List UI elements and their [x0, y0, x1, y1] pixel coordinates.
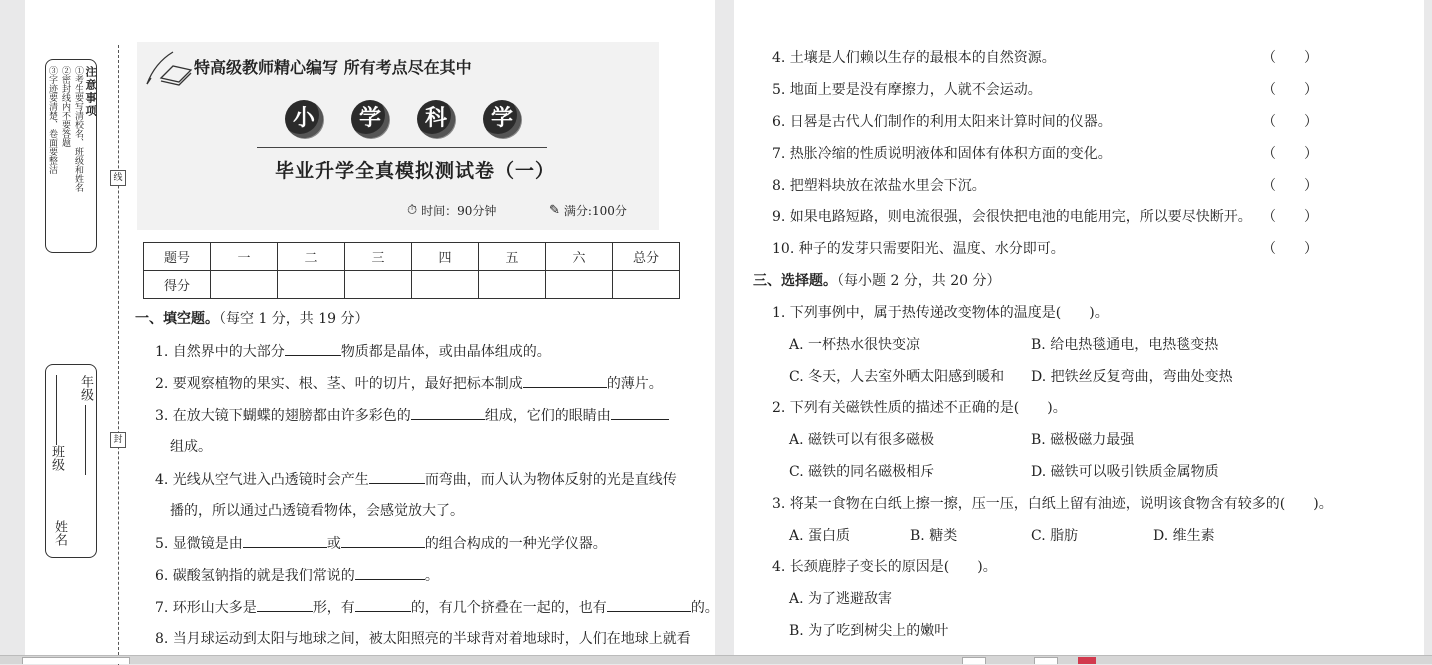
score-table	[143, 242, 680, 299]
exam-time	[407, 202, 496, 219]
question-3-cont: 组成。	[170, 439, 212, 455]
book-pen-icon	[143, 48, 193, 88]
option[interactable]: B. 为了吃到树尖上的嫩叶	[789, 623, 949, 639]
mc-question-1: 1. 下列事例中，属于热传递改变物体的温度是( )。	[772, 305, 1109, 321]
question-text: 而弯曲，而人认为物体反射的光是直线传	[424, 472, 677, 488]
option[interactable]: B. 糖类	[910, 528, 958, 544]
question-text: 6. 碳酸氢钠指的就是我们常说的	[155, 568, 355, 584]
clock-icon: ⏱	[407, 203, 418, 218]
question-text: 4. 光线从空气进入凸透镜时会产生	[155, 472, 369, 488]
answer-blank[interactable]	[369, 469, 425, 484]
section-3-heading	[753, 271, 1001, 291]
notice-title: 注意事项	[84, 66, 97, 118]
score-cell[interactable]	[211, 271, 278, 299]
answer-blank[interactable]	[355, 565, 425, 580]
answer-paren[interactable]: （ ）	[1262, 82, 1318, 98]
table-cell: 四	[412, 243, 479, 271]
exam-score	[549, 202, 627, 219]
question-5	[155, 533, 607, 554]
answer-blank[interactable]	[355, 597, 411, 612]
option[interactable]: D. 磁铁可以吸引铁质金属物质	[1031, 464, 1219, 480]
option[interactable]: D. 把铁丝反复弯曲，弯曲处变热	[1031, 369, 1233, 385]
table-cell: 总分	[613, 243, 680, 271]
tf-question-5: 5. 地面上要是没有摩擦力，人就不会运动。	[772, 82, 1042, 98]
tf-question-10: 10. 种子的发芽只需要阳光、温度、水分即可。	[772, 241, 1065, 257]
answer-blank[interactable]	[285, 341, 341, 356]
section-1-title: 一、填空题。	[135, 311, 219, 327]
score-cell[interactable]	[479, 271, 546, 299]
question-text: 的，有几个挤叠在一起的，也有	[410, 600, 607, 616]
section-1-note: （每空 1 分，共 19 分）	[219, 311, 369, 327]
option[interactable]: A. 磁铁可以有很多磁极	[789, 432, 935, 448]
view-mode-button[interactable]	[962, 657, 986, 664]
answer-blank[interactable]	[611, 405, 669, 420]
exam-title: 毕业升学全真模拟测试卷（一）	[275, 160, 556, 182]
answer-paren[interactable]: （ ）	[1262, 146, 1318, 162]
question-text: 或	[326, 536, 341, 552]
table-cell: 六	[546, 243, 613, 271]
question-7	[155, 597, 719, 618]
question-text: 的组合构成的一种光学仪器。	[424, 536, 607, 552]
answer-paren[interactable]: （ ）	[1262, 178, 1318, 194]
field-grade-label: 年级	[78, 375, 93, 401]
cut-mark-line: 线	[110, 170, 126, 186]
section-3-title: 三、选择题。	[753, 273, 837, 289]
score-cell[interactable]	[278, 271, 345, 299]
tf-question-6: 6. 日晷是古代人们制作的利用太阳来计算时间的仪器。	[772, 114, 1112, 130]
answer-blank[interactable]	[411, 405, 485, 420]
table-cell: 一	[211, 243, 278, 271]
field-name-label: 姓名	[52, 520, 67, 546]
option[interactable]: C. 脂肪	[1031, 528, 1079, 544]
field-class-label: 班级	[49, 445, 64, 471]
question-6	[155, 565, 439, 586]
two-page-view-button[interactable]	[1034, 657, 1058, 664]
exam-page-right	[734, 0, 1424, 663]
answer-blank[interactable]	[243, 533, 327, 548]
subject-char: 小	[285, 100, 323, 138]
question-text: 5. 显微镜是由	[155, 536, 243, 552]
question-text: 组成，它们的眼睛由	[484, 408, 611, 424]
option[interactable]: D. 维生素	[1153, 528, 1215, 544]
seal-line	[118, 45, 119, 665]
option[interactable]: A. 为了逃避敌害	[789, 591, 893, 607]
subject-char: 学	[483, 100, 521, 138]
mc-question-4: 4. 长颈鹿脖子变长的原因是( )。	[772, 559, 997, 575]
question-4-cont: 播的，所以通过凸透镜看物体，会感觉放大了。	[170, 503, 464, 519]
question-8: 8. 当月球运动到太阳与地球之间，被太阳照亮的半球背对着地球时，人们在地球上就看	[155, 631, 691, 647]
question-text: 1. 自然界中的大部分	[155, 344, 285, 360]
subject-char: 学	[351, 100, 389, 138]
tf-question-9: 9. 如果电路短路，则电流很强，会很快把电池的电能用完，所以要尽快断开。	[772, 209, 1252, 225]
question-4	[155, 469, 677, 490]
mc-question-2: 2. 下列有关磁铁性质的描述不正确的是( )。	[772, 400, 1067, 416]
section-3-note: （每小题 2 分，共 20 分）	[837, 273, 1001, 289]
header-slogan: 特高级教师精心编写 所有考点尽在其中	[194, 58, 472, 77]
option[interactable]: A. 一杯热水很快变凉	[789, 337, 921, 353]
table-cell: 题号	[144, 243, 211, 271]
grade-blank	[85, 405, 86, 475]
answer-paren[interactable]: （ ）	[1262, 50, 1318, 66]
answer-paren[interactable]: （ ）	[1262, 241, 1318, 257]
notice-box	[45, 59, 97, 253]
answer-blank[interactable]	[257, 597, 313, 612]
section-1-heading	[135, 309, 369, 329]
question-text: 形，有	[312, 600, 355, 616]
answer-paren[interactable]: （ ）	[1262, 209, 1318, 225]
question-text: 7. 环形山大多是	[155, 600, 257, 616]
question-1	[155, 341, 551, 362]
title-divider	[257, 147, 547, 148]
tf-question-7: 7. 热胀冷缩的性质说明液体和固体有体积方面的变化。	[772, 146, 1112, 162]
question-text: 2. 要观察植物的果实、根、茎、叶的切片，最好把标本制成	[155, 376, 523, 392]
subject-title	[285, 100, 521, 138]
page-number-input[interactable]	[22, 657, 130, 664]
tf-question-8: 8. 把塑料块放在浓盐水里会下沉。	[772, 178, 986, 194]
viewer-toolbar	[0, 655, 1432, 664]
table-row	[144, 271, 680, 299]
notice-item-2: ②密封线内不要答题	[60, 66, 70, 147]
answer-blank[interactable]	[607, 597, 691, 612]
table-cell: 得分	[144, 271, 211, 299]
table-cell: 二	[278, 243, 345, 271]
question-2	[155, 373, 663, 394]
table-cell: 三	[345, 243, 412, 271]
option[interactable]: A. 蛋白质	[789, 528, 851, 544]
option[interactable]: B. 磁极磁力最强	[1031, 432, 1135, 448]
mc-question-3: 3. 将某一食物在白纸上擦一擦，压一压，白纸上留有油迹，说明该食物含有较多的( )。	[772, 496, 1333, 512]
table-row	[144, 243, 680, 271]
pen-icon: ✎	[549, 203, 560, 218]
option[interactable]: C. 磁铁的同名磁极相斥	[789, 464, 935, 480]
cut-mark-seal: 封	[110, 432, 126, 448]
score-cell[interactable]	[546, 271, 613, 299]
exam-page-left	[25, 0, 719, 663]
class-blank	[56, 375, 57, 445]
exam-score-text: 满分:100分	[563, 204, 627, 218]
answer-paren[interactable]: （ ）	[1262, 114, 1318, 130]
question-text: 3. 在放大镜下蝴蝶的翅膀都由许多彩色的	[155, 408, 411, 424]
question-text: 物质都是晶体，或由晶体组成的。	[340, 344, 551, 360]
table-cell: 五	[479, 243, 546, 271]
notice-item-3: ③字迹要清楚、卷面要整洁	[47, 66, 57, 174]
option[interactable]: B. 给电热毯通电，电热毯变热	[1031, 337, 1219, 353]
question-3	[155, 405, 669, 426]
tf-question-4: 4. 土壤是人们赖以生存的最根本的自然资源。	[772, 50, 1056, 66]
question-text: 。	[424, 568, 439, 584]
field-grade	[76, 375, 95, 557]
score-cell[interactable]	[345, 271, 412, 299]
score-cell[interactable]	[613, 271, 680, 299]
subject-char: 科	[417, 100, 455, 138]
question-text: 的薄片。	[606, 376, 663, 392]
annotation-button[interactable]	[1078, 657, 1096, 664]
notice-item-1: ①考生要写清校名、班级和姓名	[73, 66, 83, 192]
question-text: 的。	[690, 600, 719, 616]
score-cell[interactable]	[412, 271, 479, 299]
exam-time-text: 时间：90分钟	[421, 204, 497, 218]
answer-blank[interactable]	[341, 533, 425, 548]
option[interactable]: C. 冬天，人去室外晒太阳感到暖和	[789, 369, 1005, 385]
answer-blank[interactable]	[523, 373, 607, 388]
